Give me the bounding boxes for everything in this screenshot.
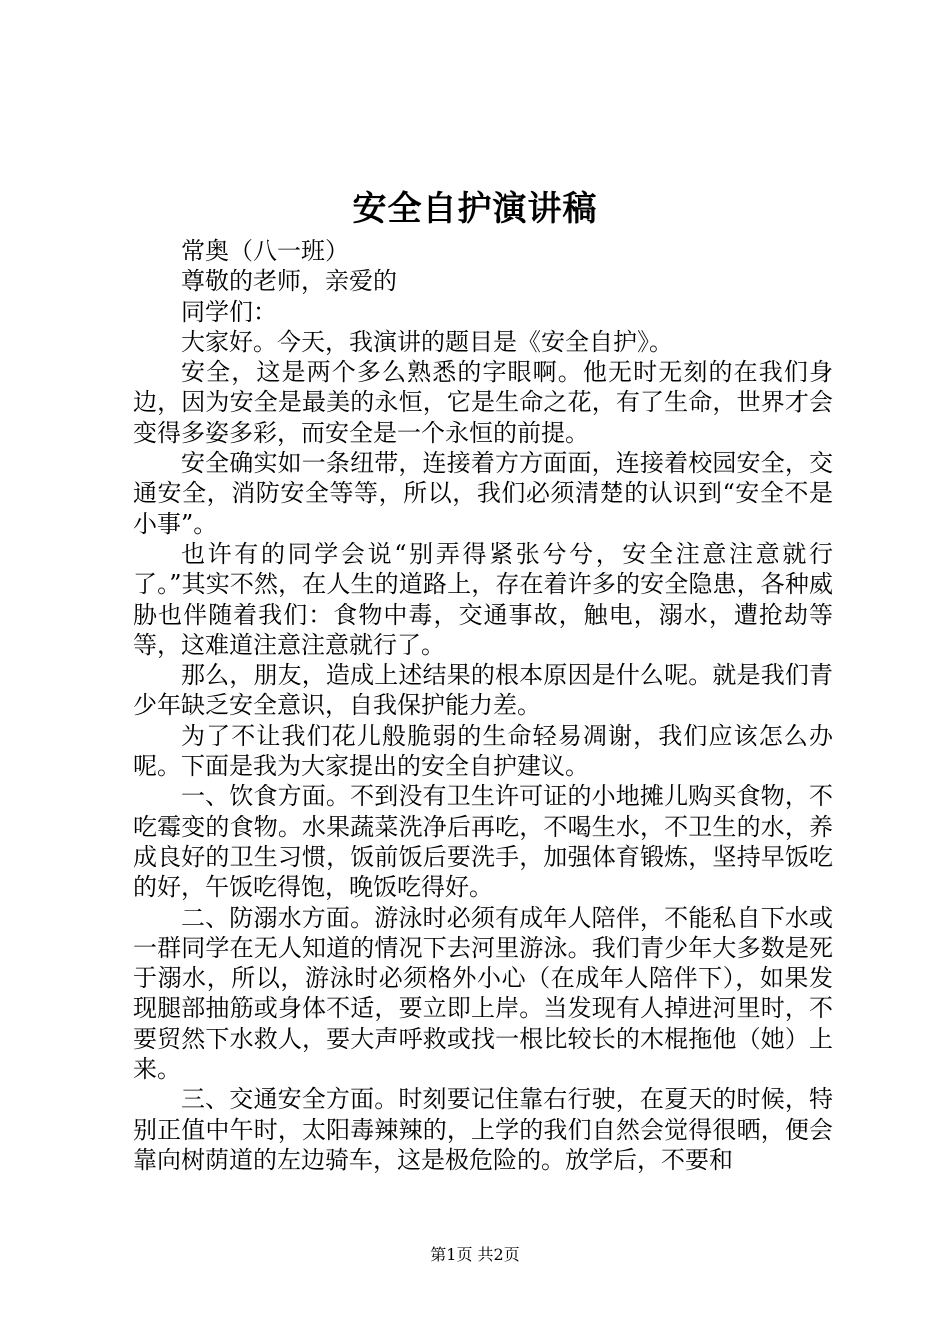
salutation-line: 尊敬的老师，亲爱的 — [181, 267, 397, 296]
paragraph: 安全，这是两个多么熟悉的字眼啊。他无时无刻的在我们身边，因为安全是最美的永恒，它是生命之花，有了生命，世界才会变得多姿多彩，而安全是一个永恒的前提。 — [133, 358, 833, 447]
document-title: 安全自护演讲稿 — [352, 189, 598, 229]
paragraph: 一、饮食方面。不到没有卫生许可证的小地摊儿购买食物，不吃霉变的食物。水果蔬菜洗净后再吃，不喝生水，不卫生的水，养成良好的卫生习惯，饭前饭后要洗手，加强体育锻炼，坚持早饭吃的好，午饭吃得饱，晚饭吃得好。 — [133, 782, 833, 902]
paragraph: 二、防溺水方面。游泳时必须有成年人陪伴，不能私自下水或一群同学在无人知道的情况下去河里游泳。我们青少年大多数是死于溺水，所以，游泳时必须格外小心（在成年人陪伴下），如果发现腿部抽筋或身体不适，要立即上岸。当发现有人掉进河里时，不要贸然下水救人，要大声呼救或找一根比较长的木棍拖他（她）上来。 — [133, 903, 833, 1084]
paragraph: 安全确实如一条纽带，连接着方方面面，连接着校园安全，交通安全，消防安全等等，所以，我们必须清楚的认识到“安全不是小事”。 — [133, 449, 833, 538]
paragraph: 大家好。今天，我演讲的题目是《安全自护》。 — [181, 327, 673, 356]
paragraph: 也许有的同学会说“别弄得紧张兮兮，安全注意注意就行了。”其实不然，在人生的道路上，存在着许多的安全隐患，各种威胁也伴随着我们：食物中毒，交通事故，触电，溺水，遭抢劫等等，这难道注意注意就行了。 — [133, 539, 833, 659]
paragraph: 为了不让我们花儿般脆弱的生命轻易凋谢，我们应该怎么办呢。下面是我为大家提出的安全自护建议。 — [133, 721, 833, 781]
document-body — [133, 236, 833, 1175]
salutation-line: 同学们： — [181, 297, 277, 326]
paragraph: 三、交通安全方面。时刻要记住靠右行驶，在夏天的时候，特别正值中午时，太阳毒辣辣的，上学的我们自然会觉得很晒，便会靠向树荫道的左边骑车，这是极危险的。放学后，不要和 — [133, 1085, 833, 1174]
author-line: 常奥（八一班） — [181, 237, 349, 265]
page-footer: 第1页 共2页 — [430, 1245, 520, 1264]
paragraph: 那么，朋友，造成上述结果的根本原因是什么呢。就是我们青少年缺乏安全意识，自我保护能力差。 — [133, 661, 833, 720]
